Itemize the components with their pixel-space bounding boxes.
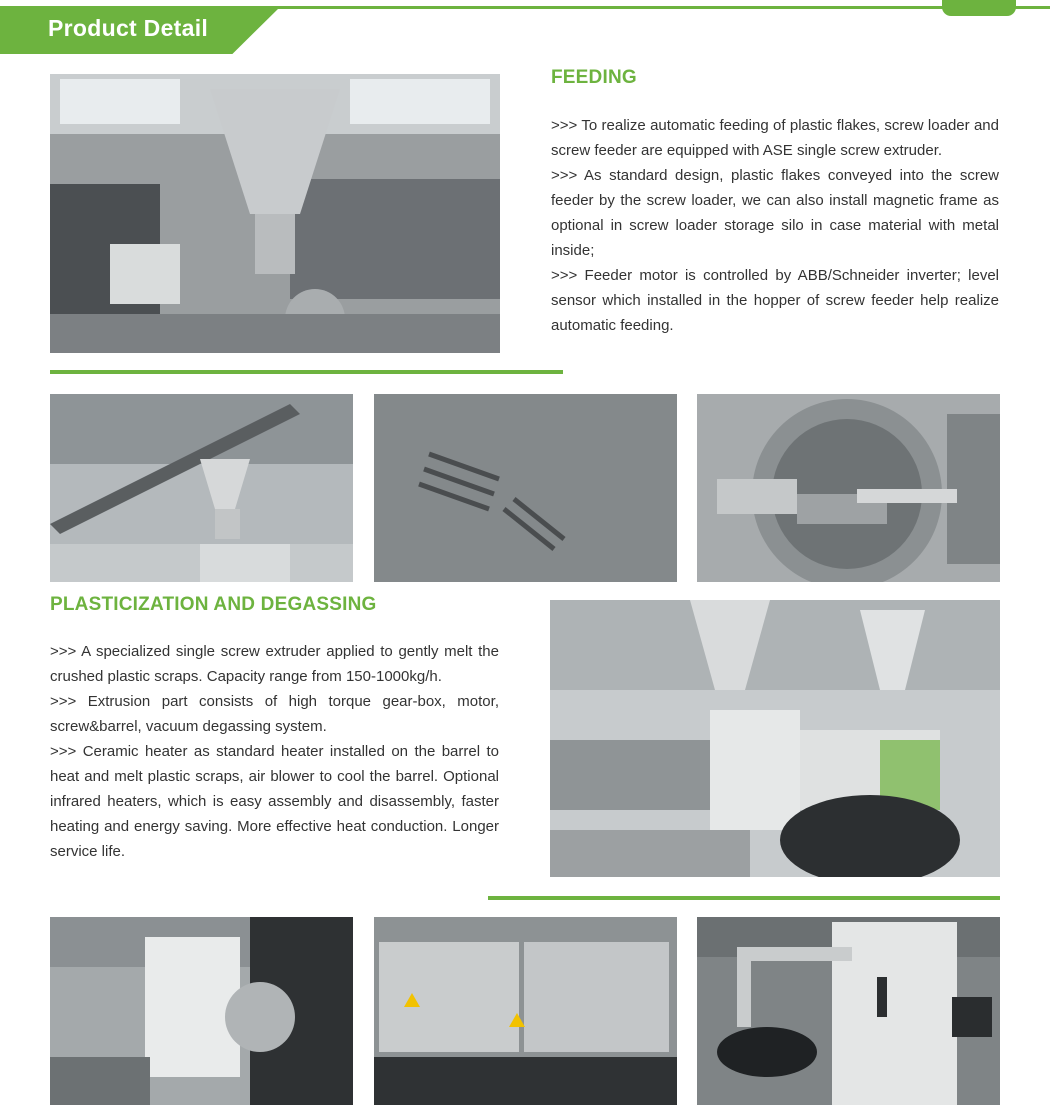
feeding-paragraph: >>> Feeder motor is controlled by ABB/Schneider inverter; level sensor which installed in the hopper of screw feeder help realize automatic feeding.	[551, 267, 999, 334]
photo-gearbox	[50, 917, 353, 1105]
photo-screw-loader	[50, 394, 353, 582]
section-divider	[50, 370, 563, 374]
feeding-paragraph: >>> To realize automatic feeding of plastic flakes, screw loader and screw feeder are equipped with ASE single screw extruder.	[551, 117, 999, 159]
photo-magnetic-frame-flakes	[374, 394, 677, 582]
photo-screw-feeder-hopper	[50, 74, 500, 353]
section-title-plasticization: PLASTICIZATION AND DEGASSING	[50, 594, 377, 615]
plasticization-paragraph: >>> Extrusion part consists of high torque gear-box, motor, screw&barrel, vacuum degassing system.	[50, 693, 499, 735]
feeding-description	[551, 113, 999, 338]
page-title: Product Detail	[48, 15, 209, 41]
photo-vacuum-degassing	[697, 917, 1000, 1105]
section-divider	[488, 896, 1000, 900]
feeding-paragraph: >>> As standard design, plastic flakes conveyed into the screw feeder by the screw loader, we can also install magnetic frame as optional in screw loader storage silo in case material with metal inside;	[551, 167, 999, 259]
photo-single-screw-extruder	[550, 600, 1000, 877]
section-title-feeding: FEEDING	[551, 67, 637, 88]
plasticization-description	[50, 639, 499, 864]
photo-barrel-heaters	[374, 917, 677, 1105]
plasticization-paragraph: >>> Ceramic heater as standard heater installed on the barrel to heat and melt plastic scraps, air blower to cool the barrel. Optional infrared heaters, which is easy assembly and disassembly, faster heating and energy saving. More effective heat conduction. Longer service life.	[50, 743, 499, 860]
photo-screw-feeder-inside	[697, 394, 1000, 582]
plasticization-paragraph: >>> A specialized single screw extruder applied to gently melt the crushed plastic scraps. Capacity range from 150-1000kg/h.	[50, 643, 499, 685]
header-tab-decoration	[942, 0, 1016, 16]
